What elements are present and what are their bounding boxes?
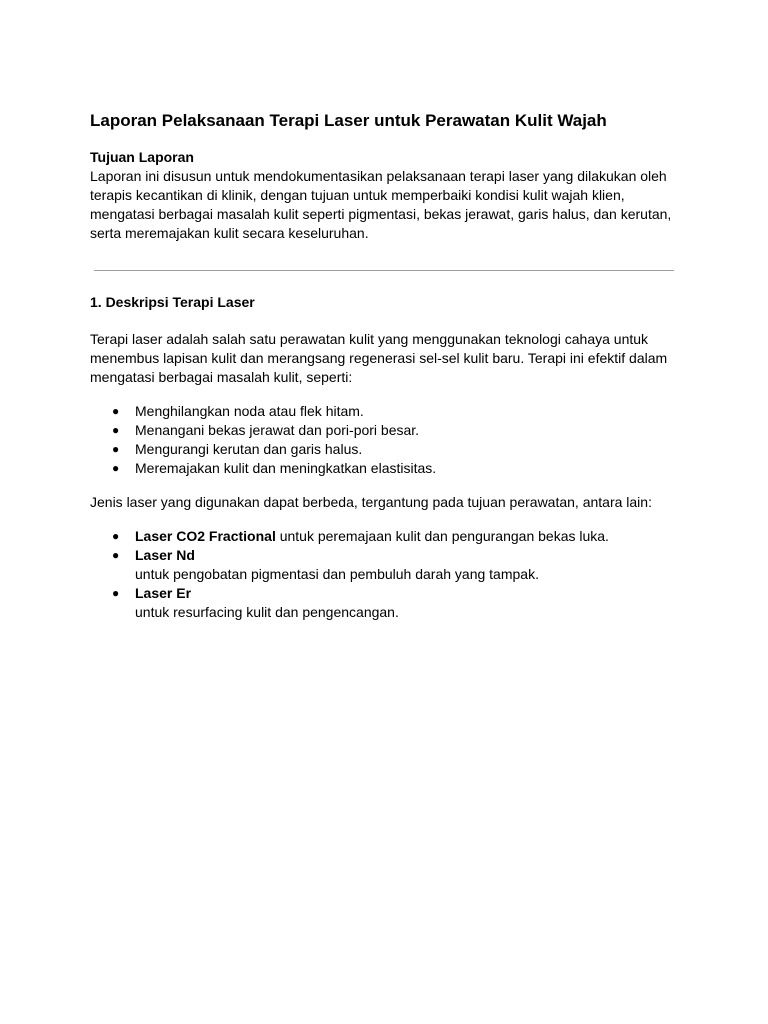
laser-name: Laser Er [135,585,192,601]
section1-heading: 1. Deskripsi Terapi Laser [90,294,255,310]
bullet-icon: ● [112,529,120,543]
purpose-text: Laporan ini disusun untuk mendokumentasikan pelaksanaan terapi laser yang dilakukan oleh terapis kecantikan di klinik, dengan tujuan untuk memperbaiki kondisi kulit wajah klien, mengatasi berbagai masalah kulit seperti pigmentasi, bekas jerawat, garis halus, dan kerutan, serta meremajakan kulit secara keseluruhan. [90,168,672,241]
laser-desc: untuk peremajaan kulit dan pengurangan bekas luka. [275,528,609,544]
benefit-text: Menghilangkan noda atau flek hitam. [135,403,364,419]
list-item [90,584,678,622]
benefits-list [90,402,678,478]
laser-name: Laser CO2 Fractional [135,528,276,544]
bullet-icon: ● [112,404,120,418]
bullet-icon: ● [112,461,120,475]
document-title: Laporan Pelaksanaan Terapi Laser untuk Perawatan Kulit Wajah [90,111,607,130]
laser-name: Laser Nd [135,547,195,563]
list-item [90,527,678,546]
laser-desc: untuk pengobatan pigmentasi dan pembuluh darah yang tampak. [135,566,539,582]
list-item [90,546,678,584]
laser-desc: untuk resurfacing kulit dan pengencangan. [135,604,399,620]
purpose-heading: Tujuan Laporan [90,149,194,165]
list-item [90,421,678,440]
purpose-section [90,148,678,243]
laser-types-intro: Jenis laser yang digunakan dapat berbeda, tergantung pada tujuan perawatan, antara lain: [90,494,652,510]
section-divider [94,270,674,271]
laser-types-list [90,527,678,622]
list-item [90,459,678,478]
benefit-text: Mengurangi kerutan dan garis halus. [135,441,363,457]
benefit-text: Menangani bekas jerawat dan pori-pori besar. [135,422,420,438]
list-item [90,440,678,459]
list-item [90,402,678,421]
bullet-icon: ● [112,586,120,600]
bullet-icon: ● [112,423,120,437]
bullet-icon: ● [112,548,120,562]
bullet-icon: ● [112,442,120,456]
benefit-text: Meremajakan kulit dan meningkatkan elastisitas. [135,460,437,476]
section1-intro: Terapi laser adalah salah satu perawatan kulit yang menggunakan teknologi cahaya untuk menembus lapisan kulit dan merangsang regenerasi sel-sel kulit baru. Terapi ini efektif dalam mengatasi berbagai masalah kulit, seperti: [90,331,668,385]
